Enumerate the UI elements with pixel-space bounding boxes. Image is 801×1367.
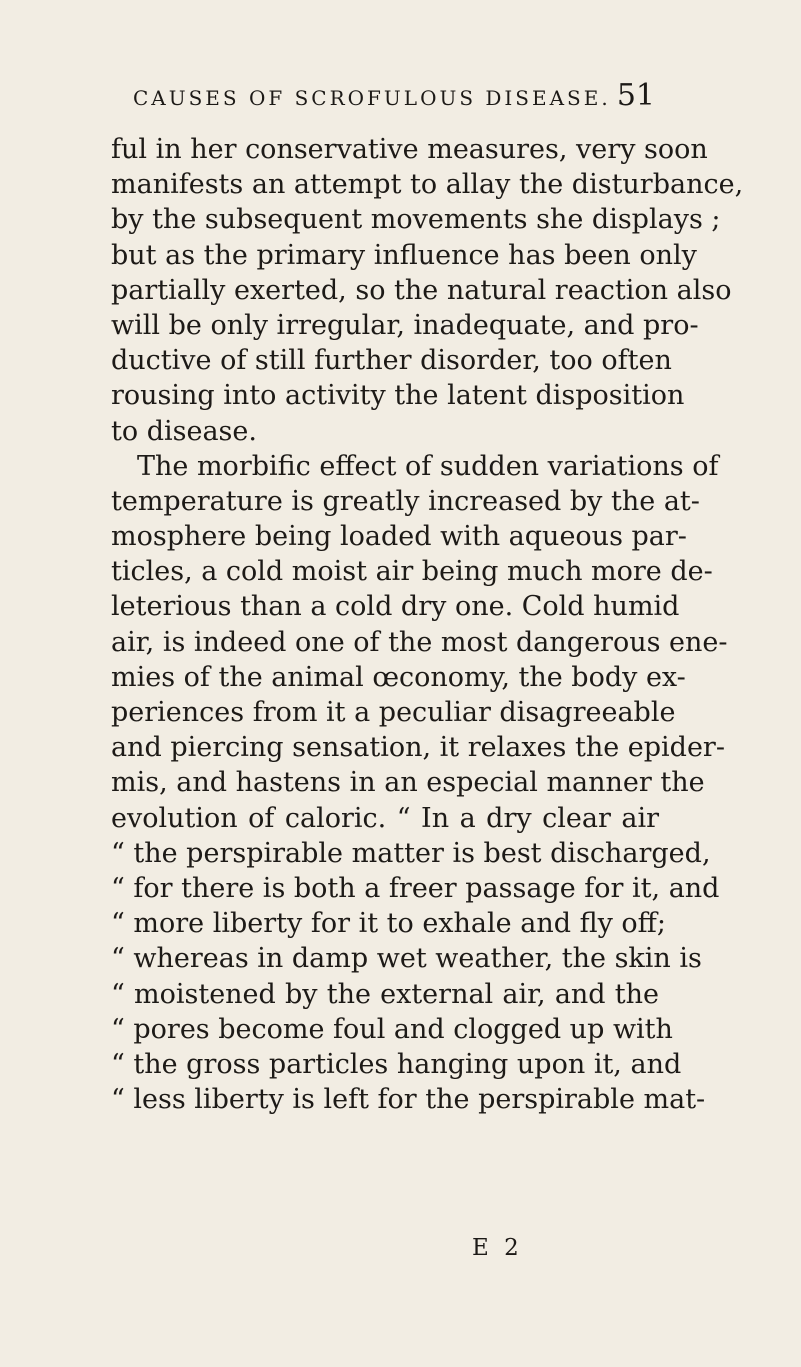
quoted-line: “ pores become foul and clogged up with <box>111 1013 673 1045</box>
text-line: air, is indeed one of the most dangerous ene- <box>111 626 728 658</box>
text-line: mies of the animal œconomy, the body ex- <box>111 661 686 693</box>
text-line: will be only irregular, inadequate, and pro- <box>111 309 699 341</box>
text-line: ful in her conservative measures, very soon <box>111 134 708 165</box>
text-line: manifests an attempt to allay the disturbance, <box>111 169 744 201</box>
text-line: temperature is greatly increased by the at- <box>111 485 700 517</box>
text-line: and piercing sensation, it relaxes the epider- <box>111 732 725 764</box>
paragraph-first-line: The morbific effect of sudden variations of <box>137 450 719 482</box>
text-line: periences from it a peculiar disagreeable <box>111 697 676 728</box>
text-line: mosphere being loaded with aqueous par- <box>111 521 687 553</box>
text-line: leterious than a cold dry one. Cold humid <box>111 591 680 623</box>
quoted-line: “ less liberty is left for the perspirable mat- <box>111 1084 706 1116</box>
body-text <box>111 132 744 1117</box>
text-line: ductive of still further disorder, too often <box>111 345 672 377</box>
text-line: mis, and hastens in an especial manner the <box>111 767 705 799</box>
text-line: partially exerted, so the natural reaction also <box>111 274 732 306</box>
text-line: but as the primary influence has been only <box>111 239 697 271</box>
text-line: by the subsequent movements she displays ; <box>111 204 721 236</box>
signature-mark: E 2 <box>472 1235 523 1261</box>
quoted-line: “ the gross particles hanging upon it, and <box>111 1048 682 1080</box>
quoted-line: “ whereas in damp wet weather, the skin is <box>111 943 702 975</box>
quoted-line: “ moistened by the external air, and the <box>111 978 659 1010</box>
running-head <box>115 78 655 118</box>
page-number: 51 <box>616 78 655 113</box>
quoted-line: “ for there is both a freer passage for it, and <box>111 872 720 904</box>
text-line: rousing into activity the latent disposition <box>111 380 685 412</box>
text-line: to disease. <box>111 415 257 447</box>
text-line: evolution of caloric. “ In a dry clear air <box>111 802 659 834</box>
quoted-line: “ more liberty for it to exhale and fly off; <box>111 908 666 940</box>
text-line: ticles, a cold moist air being much more de- <box>111 556 713 588</box>
quoted-line: “ the perspirable matter is best discharged, <box>111 837 711 869</box>
running-title: CAUSES OF SCROFULOUS DISEASE. <box>133 86 611 110</box>
